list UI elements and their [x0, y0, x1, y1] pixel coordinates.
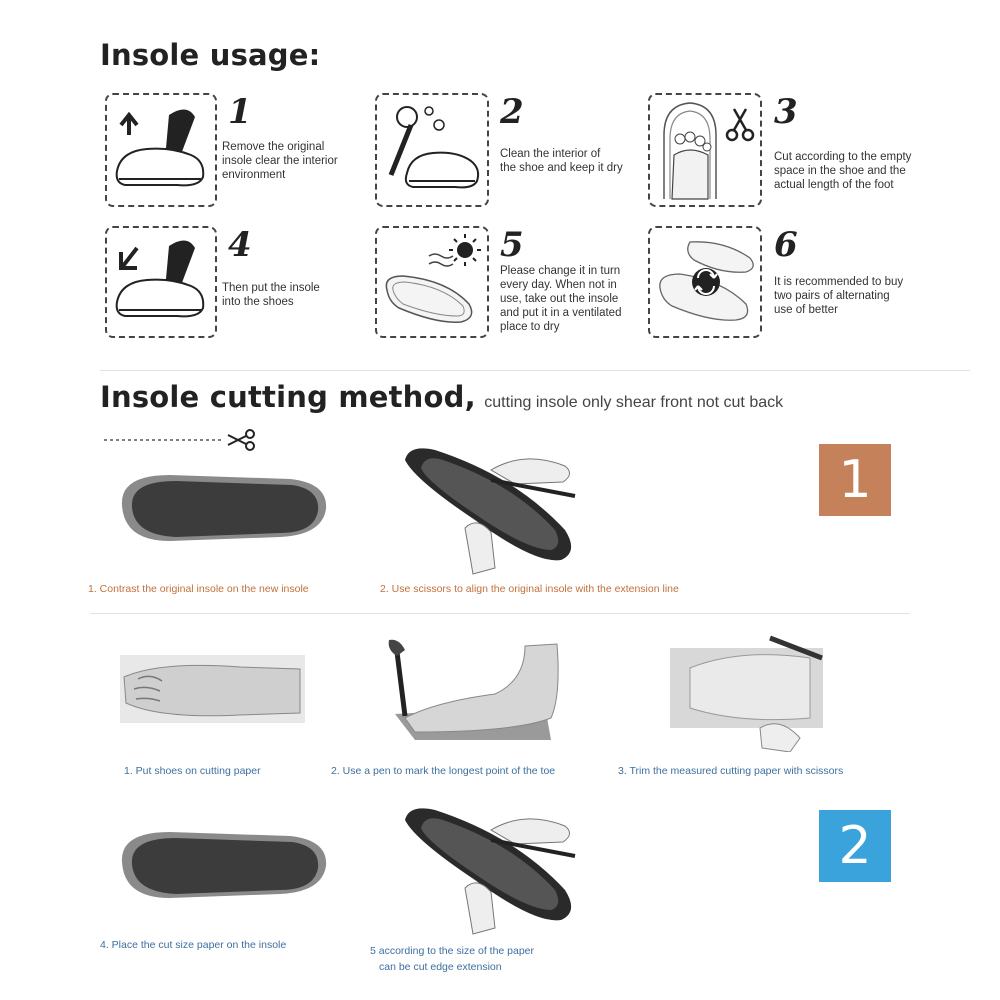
step4-text: Then put the insole into the shoes [222, 282, 320, 308]
step6-illustration [648, 226, 762, 338]
step2-text: Clean the interior of the shoe and keep it dry [500, 148, 623, 174]
cut-edge-image [395, 800, 595, 940]
pen-mark-toe-image [375, 636, 560, 746]
scissors-cutting-image [395, 440, 595, 580]
step5-number: 5 [500, 225, 524, 265]
alternate-insoles-icon [650, 228, 760, 336]
method2-caption-4: 4. Place the cut size paper on the insole [100, 939, 287, 951]
method2-caption-1: 1. Put shoes on cutting paper [124, 765, 261, 777]
step2-number: 2 [500, 92, 524, 132]
method1-caption-2: 2. Use scissors to align the original insole with the extension line [380, 583, 679, 595]
scissors-icon [228, 430, 254, 450]
method1-caption-1: 1. Contrast the original insole on the new insole [88, 583, 309, 595]
section-divider [100, 370, 970, 371]
trim-paper-image [670, 628, 823, 752]
method2-caption-5b: can be cut edge extension [379, 961, 502, 973]
step1-text: Remove the original insole clear the interior environment [222, 141, 338, 181]
step3-illustration [648, 93, 762, 207]
method1-badge: 1 [819, 444, 891, 516]
method2-caption-2: 2. Use a pen to mark the longest point of the toe [331, 765, 556, 777]
method2-badge: 2 [819, 810, 891, 882]
cut-line [100, 428, 270, 452]
step3-text: Cut according to the empty space in the shoe and the actual length of the foot [774, 151, 912, 191]
step1-illustration [105, 93, 217, 207]
paper-on-insole-image [110, 822, 335, 912]
step1-number: 1 [228, 92, 252, 132]
shoe-cleaning-icon [377, 95, 487, 205]
section-divider [90, 613, 910, 614]
cutting-title: Insole cutting method, [100, 380, 476, 414]
step5-illustration [375, 226, 489, 338]
method2-caption-3: 3. Trim the measured cutting paper with scissors [618, 765, 844, 777]
step4-number: 4 [228, 225, 252, 265]
step2-illustration [375, 93, 489, 207]
swap-arrows-icon [692, 268, 720, 296]
step4-illustration [105, 226, 217, 338]
shoe-remove-insole-icon [107, 95, 215, 205]
step5-text: Please change it in turn every day. When not in use, take out the insole and put it in a ventilated place to dry [500, 265, 622, 333]
shoe-insert-insole-icon [107, 228, 215, 336]
step6-number: 6 [774, 225, 798, 265]
insole-sun-dry-icon [377, 228, 487, 336]
cutting-subtitle: cutting insole only shear front not cut back [484, 394, 784, 411]
foot-scissors-icon [650, 95, 760, 205]
method2-caption-5: 5 according to the size of the paper [370, 945, 535, 957]
insole-overlay-image [110, 465, 335, 555]
sun-icon [449, 234, 481, 266]
step6-text: It is recommended to buy two pairs of alternating use of better [774, 276, 904, 316]
usage-title: Insole usage: [100, 38, 321, 72]
scissors-icon [727, 109, 753, 140]
foot-on-paper-image [120, 655, 305, 723]
cutting-heading [100, 380, 783, 414]
step3-number: 3 [774, 92, 798, 132]
